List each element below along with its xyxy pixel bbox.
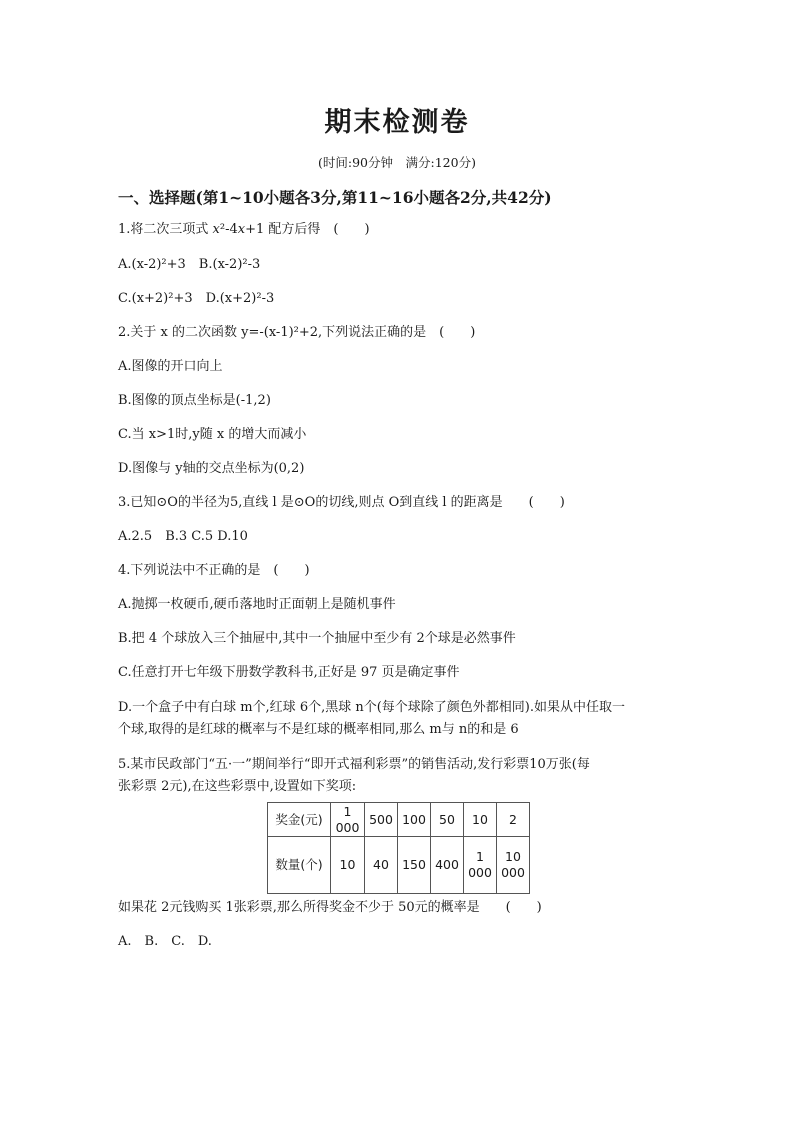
prize-table bbox=[267, 802, 530, 894]
table-cell: 100 bbox=[398, 803, 431, 837]
table-row bbox=[268, 803, 530, 837]
question-5-options: A. B. C. D. bbox=[118, 934, 212, 949]
table-cell: 1 000 bbox=[464, 837, 497, 894]
table-cell: 500 bbox=[365, 803, 398, 837]
question-4-option-d-line-2: 个球,取得的是红球的概率与不是红球的概率相同,那么 m与 n的和是 6 bbox=[118, 722, 519, 737]
table-cell: 50 bbox=[431, 803, 464, 837]
table-cell: 10 000 bbox=[497, 837, 530, 894]
table-cell: 10 bbox=[464, 803, 497, 837]
table-cell: 1 000 bbox=[331, 803, 365, 837]
question-2-option-d: D.图像与 y轴的交点坐标为(0,2) bbox=[118, 461, 305, 476]
question-4-stem: 4.下列说法中不正确的是 ( ) bbox=[118, 563, 310, 578]
table-cell: 400 bbox=[431, 837, 464, 894]
question-4-option-c: C.任意打开七年级下册数学教科书,正好是 97 页是确定事件 bbox=[118, 665, 460, 680]
question-1-options-cd: C.(x+2)²+3 D.(x+2)²-3 bbox=[118, 291, 275, 306]
question-1-stem: 1.将二次三项式 x²-4x+1 配方后得 ( ) bbox=[118, 222, 370, 237]
count-row-header: 数量(个) bbox=[268, 837, 331, 894]
question-5-question: 如果花 2元钱购买 1张彩票,那么所得奖金不少于 50元的概率是 ( ) bbox=[118, 900, 542, 915]
question-4-option-a: A.抛掷一枚硬币,硬币落地时正面朝上是随机事件 bbox=[118, 597, 396, 612]
question-2-option-b: B.图像的顶点坐标是(-1,2) bbox=[118, 393, 271, 408]
table-cell: 150 bbox=[398, 837, 431, 894]
question-1-options-ab: A.(x-2)²+3 B.(x-2)²-3 bbox=[118, 257, 261, 272]
table-cell: 40 bbox=[365, 837, 398, 894]
exam-info: (时间:90分钟 满分:120分) bbox=[318, 155, 476, 170]
question-2-option-c: C.当 x>1时,y随 x 的增大而减小 bbox=[118, 427, 307, 442]
question-2-stem: 2.关于 x 的二次函数 y=-(x-1)²+2,下列说法正确的是 ( ) bbox=[118, 325, 476, 340]
question-2-option-a: A.图像的开口向上 bbox=[118, 359, 223, 374]
question-5-stem-line-1: 5.某市民政部门“五·一”期间举行“即开式福利彩票”的销售活动,发行彩票10万张(每 bbox=[118, 757, 590, 772]
question-4-option-d-line-1: D.一个盒子中有白球 m个,红球 6个,黑球 n个(每个球除了颜色外都相同).如果从中任取一 bbox=[118, 700, 626, 715]
page-title: 期末检测卷 bbox=[324, 107, 470, 138]
question-5-stem-line-2: 张彩票 2元),在这些彩票中,设置如下奖项: bbox=[118, 779, 357, 794]
question-3-options: A.2.5 B.3 C.5 D.10 bbox=[118, 529, 248, 544]
section-heading: 一、选择题(第1~10小题各3分,第11~16小题各2分,共42分) bbox=[118, 188, 552, 207]
table-cell: 2 bbox=[497, 803, 530, 837]
question-4-option-b: B.把 4 个球放入三个抽屉中,其中一个抽屉中至少有 2个球是必然事件 bbox=[118, 631, 516, 646]
prize-row-header: 奖金(元) bbox=[268, 803, 331, 837]
table-row bbox=[268, 837, 530, 894]
table-cell: 10 bbox=[331, 837, 365, 894]
question-3-stem: 3.已知⊙O的半径为5,直线 l 是⊙O的切线,则点 O到直线 l 的距离是 ( ) bbox=[118, 495, 565, 510]
